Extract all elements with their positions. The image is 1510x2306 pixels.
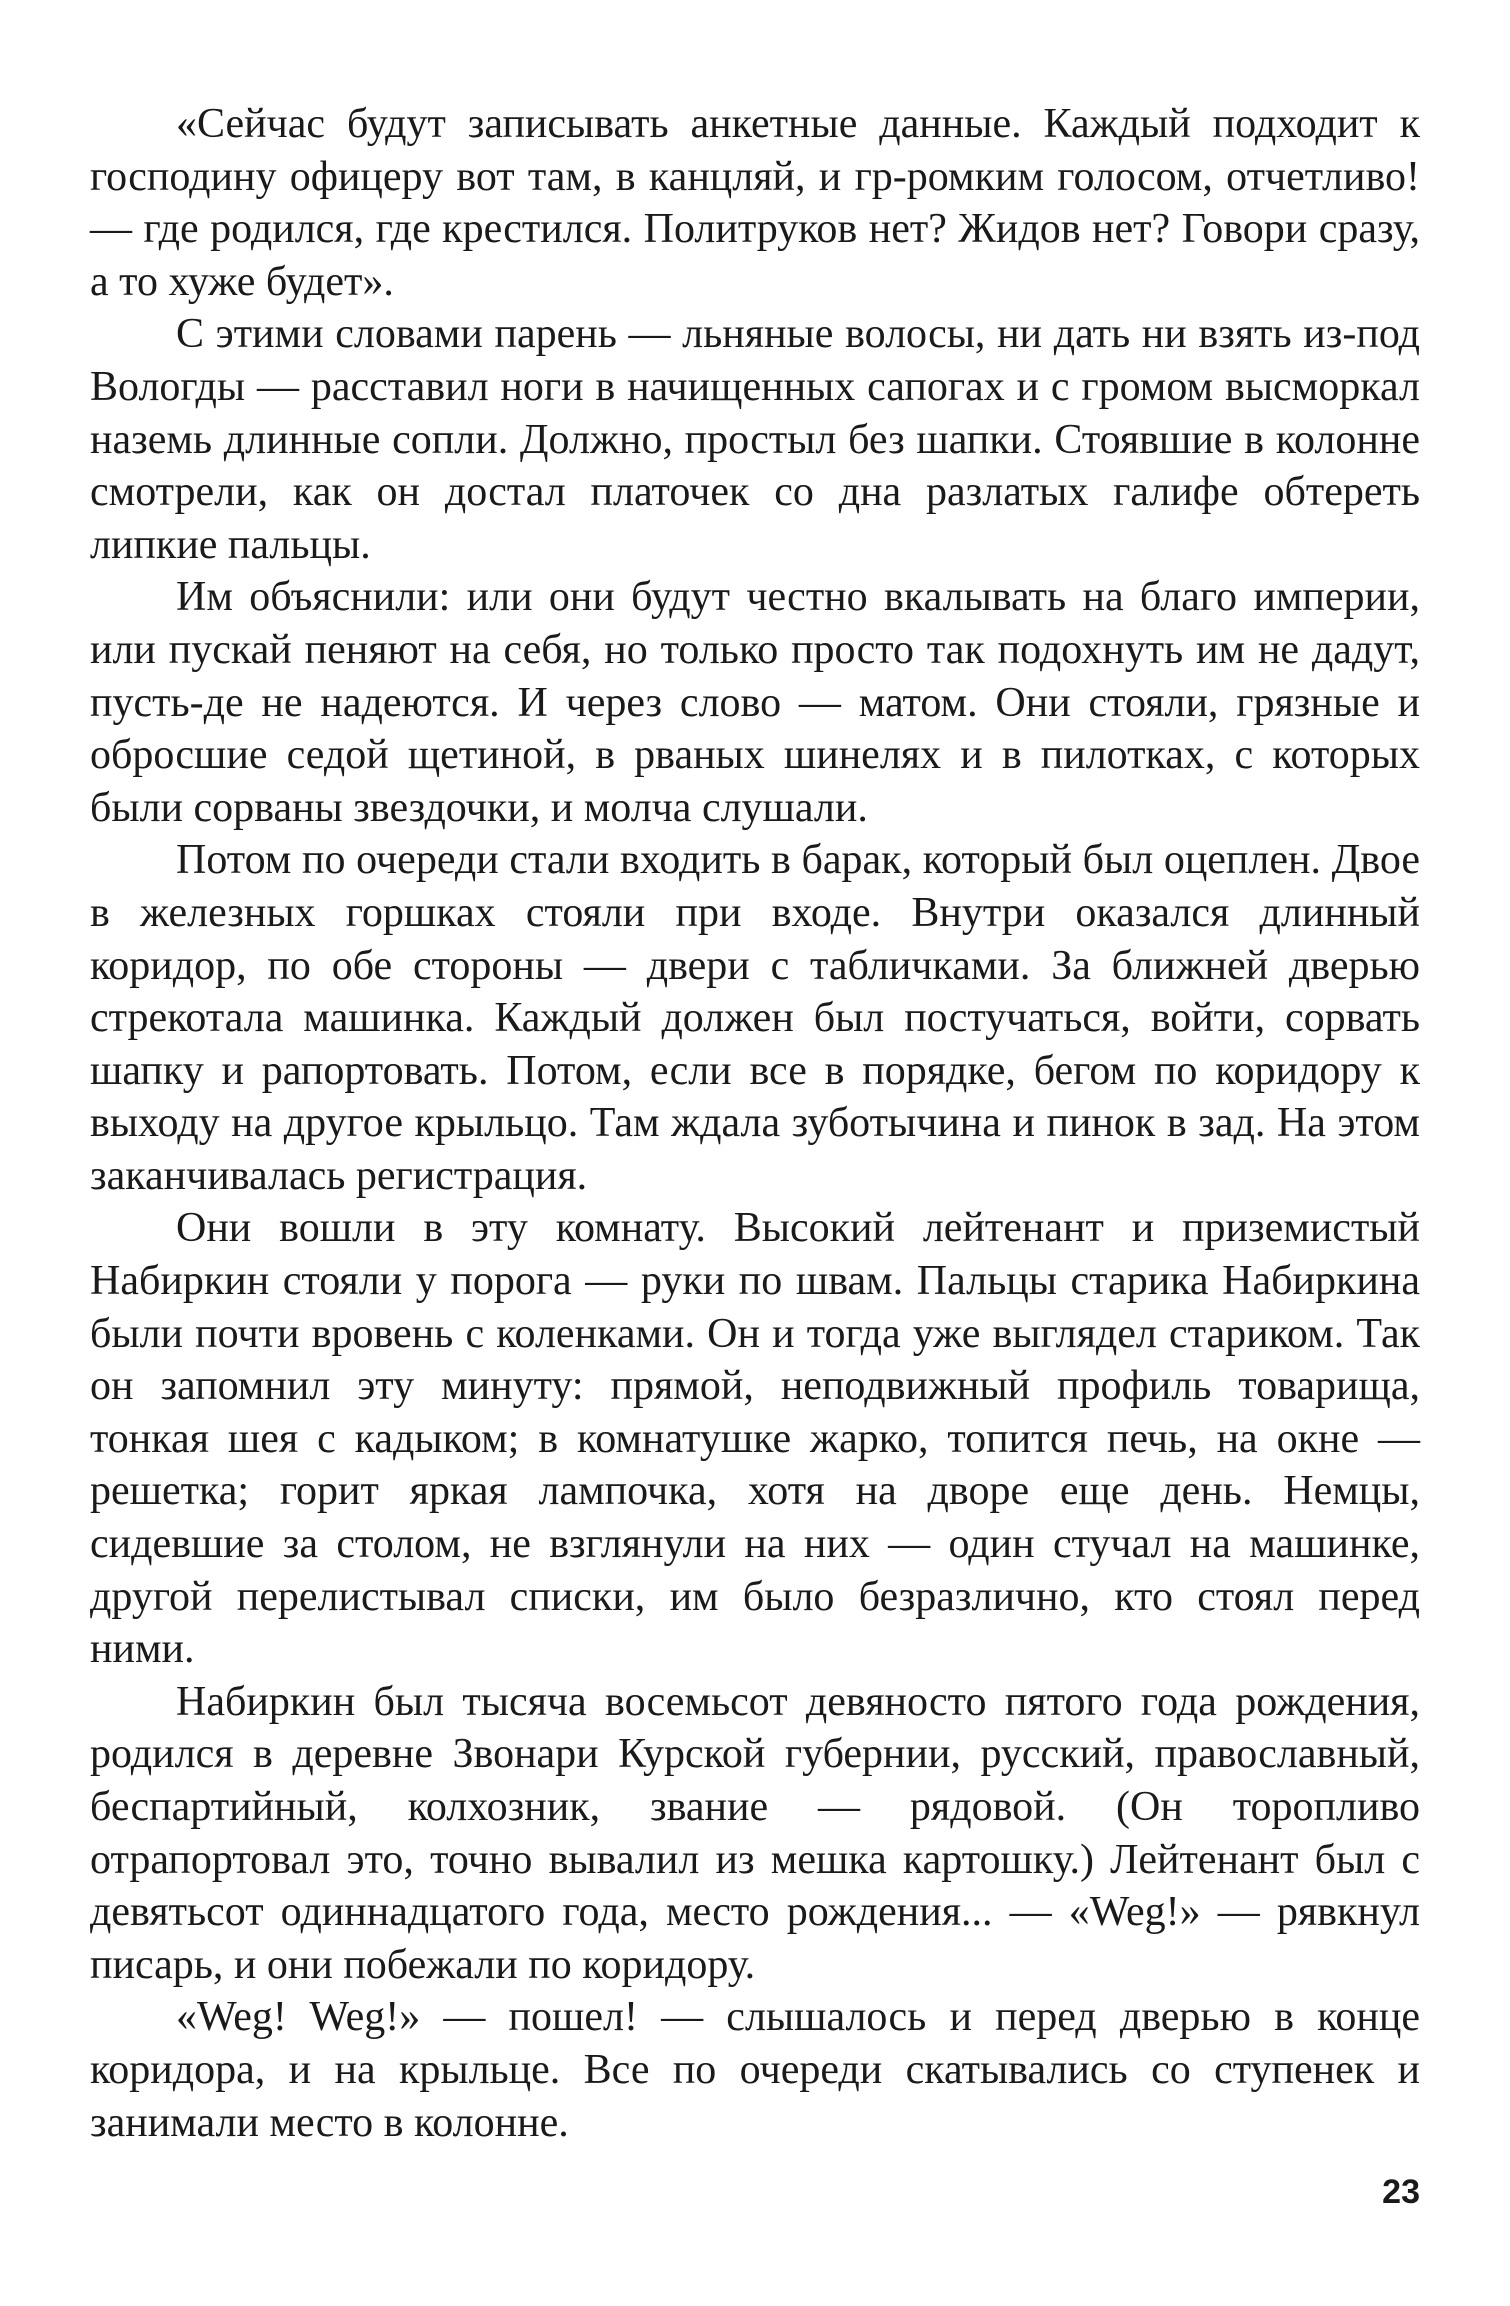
paragraph-2: С этими словами парень — льняные волосы, ни дать ни взять из-под Вологды — расставил ноги в начищенных сапогах и с громом высморкал наземь длинные сопли. Должно, простыл без шапки. Стоявшие в колонне смотрели, как он достал платочек со дна разлатых галифе обтереть липкие пальцы. [90,311,1420,568]
paragraph-3: Им объяснили: или они будут честно вкалывать на благо империи, или пускай пеняют на себя, но только просто так подохнуть им не дадут, пусть-де не надеются. И через слово — матом. Они стояли, грязные и обросшие седой щетиной, в рваных шинелях и в пилотках, с которых были сорваны звездочки, и молча слушали. [90,574,1420,831]
paragraph-4: Потом по очереди стали входить в барак, который был оцеплен. Двое в железных горшках стояли при входе. Внутри оказался длинный коридор, по обе стороны — двери с табличками. За ближней дверью стрекотала машинка. Каждый должен был постучаться, войти, сорвать шапку и рапортовать. Потом, если все в порядке, бегом по коридору к выходу на другое крыльцо. Там ждала зуботычина и пинок в зад. На этом заканчивалась регистрация. [90,837,1420,1199]
body-text [90,98,1420,2149]
paragraph-6: Набиркин был тысяча восемьсот девяносто пятого года рождения, родился в деревне Звонари Курской губернии, русский, православный, беспартийный, колхозник, звание — рядовой. (Он торопливо отрапортовал это, точно вывалил из мешка картошку.) Лейтенант был с девятьсот одиннадцатого года, место рождения... — «Weg!» — рявкнул писарь, и они побежали по коридору. [90,1678,1420,1988]
page-number: 23 [1382,2173,1420,2211]
paragraph-5: Они вошли в эту комнату. Высокий лейтенант и приземистый Набиркин стояли у порога — руки по швам. Пальцы старика Набиркина были почти вровень с коленками. Он и тогда уже выглядел стариком. Так он запомнил эту минуту: прямой, неподвижный профиль товарища, тонкая шея с кадыком; в комнатушке жарко, топится печь, на окне — решетка; горит яркая лампочка, хотя на дворе еще день. Немцы, сидевшие за столом, не взглянули на них — один стучал на машинке, другой перелистывал списки, им было безразлично, кто стоял перед ними. [90,1205,1420,1673]
paragraph-7: «Weg! Weg!» — пошел! — слышалось и перед дверью в конце коридора, и на крыльце. Все по очереди скатывались со ступенек и занимали место в колонне. [90,1994,1420,2146]
paragraph-1: «Сейчас будут записывать анкетные данные. Каждый подходит к господину офицеру вот там, в канцляй, и гр-ромким голосом, отчетливо! — где родился, где крестился. Политруков нет? Жидов нет? Говори сразу, а то хуже будет». [90,101,1420,305]
